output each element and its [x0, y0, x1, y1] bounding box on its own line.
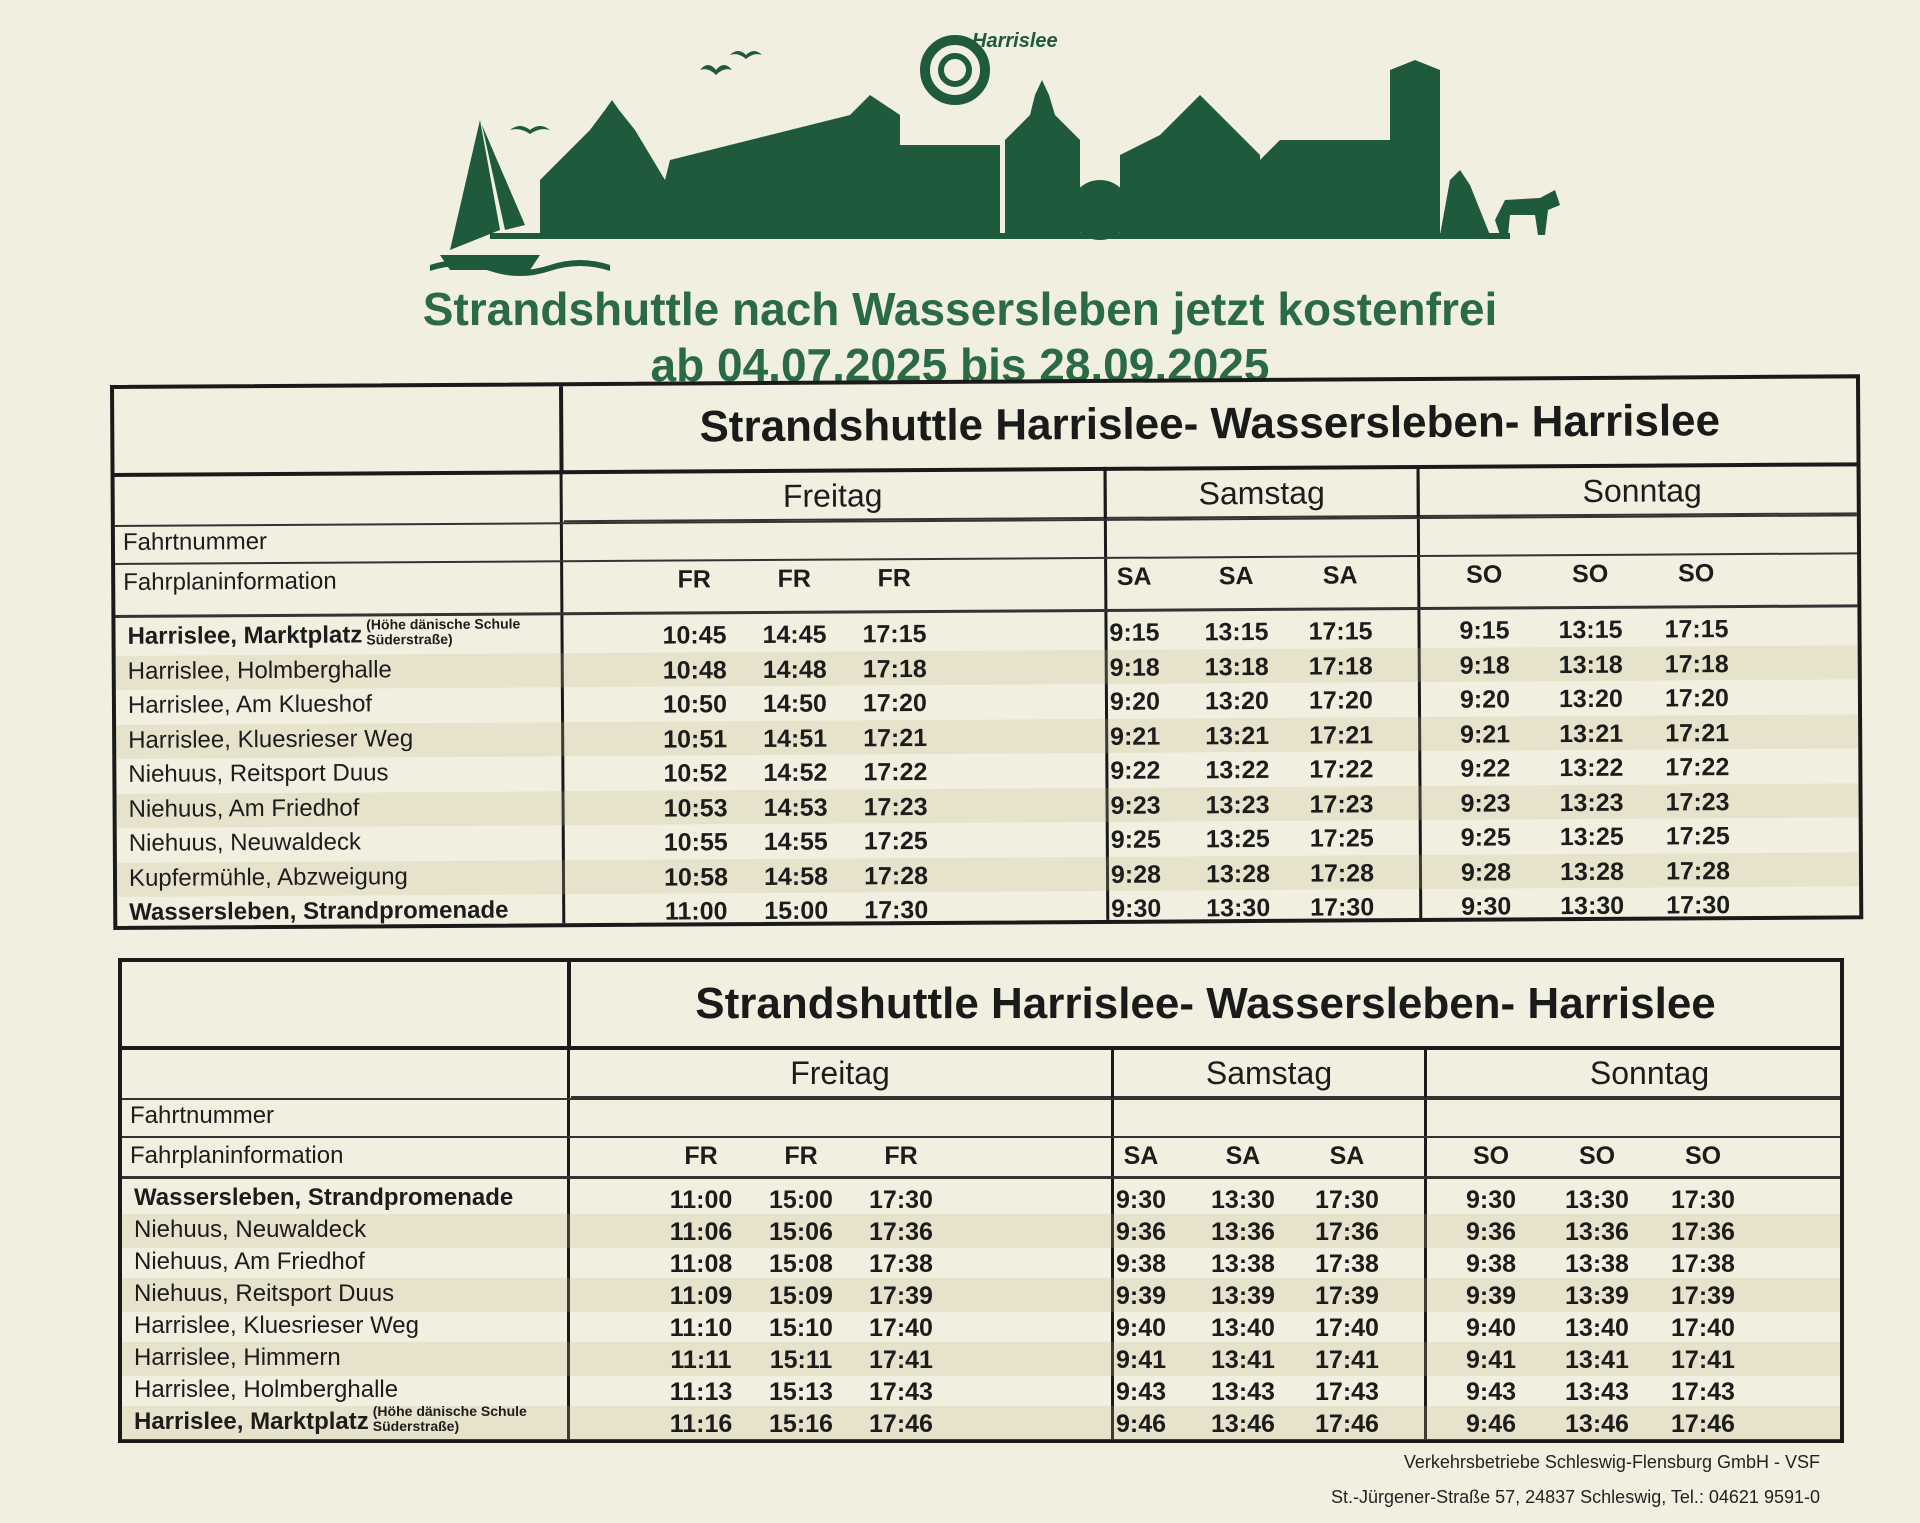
departure-time: 9:25: [1460, 823, 1511, 852]
departure-time: 17:18: [862, 654, 927, 683]
departure-time: 17:28: [1665, 856, 1731, 886]
departure-time: 17:21: [1309, 720, 1374, 750]
stop-name: Niehuus, Am Friedhof: [128, 793, 360, 823]
stop-row: [122, 1310, 1840, 1344]
departure-time: 17:30: [1315, 1186, 1379, 1214]
stop-row: [122, 1342, 1840, 1376]
departure-time: 17:38: [1671, 1250, 1735, 1278]
departure-time: 9:21: [1460, 719, 1511, 749]
departure-time: 13:40: [1565, 1314, 1629, 1342]
stop-name-cell: [134, 1184, 513, 1212]
fahrplan-code: SO: [1472, 1142, 1510, 1170]
departure-time: 17:36: [869, 1218, 933, 1246]
departure-time: 11:16: [669, 1410, 733, 1438]
day-header-0: Freitag: [782, 476, 883, 514]
departure-time: 17:46: [1315, 1410, 1379, 1438]
departure-time: 9:23: [1110, 791, 1161, 820]
stop-name: Niehuus, Reitsport Duus: [134, 1280, 395, 1307]
departure-time: 9:46: [1465, 1410, 1517, 1438]
day-header-0: Freitag: [790, 1054, 890, 1091]
stop-name-cell: [127, 615, 556, 653]
bird-icon: [700, 65, 732, 75]
departure-time: 10:52: [663, 759, 728, 788]
departure-time: 15:00: [764, 896, 829, 926]
fahrplan-codes-row: [564, 558, 1857, 600]
departure-time: 13:36: [1211, 1218, 1275, 1246]
departure-time: 17:41: [1671, 1346, 1735, 1374]
departure-time: 17:40: [1315, 1314, 1379, 1342]
departure-time: 9:39: [1465, 1282, 1517, 1310]
departure-time: 9:40: [1115, 1314, 1167, 1342]
departure-time: 14:50: [762, 689, 828, 719]
departure-time: 17:23: [1665, 787, 1730, 817]
departure-time: 17:40: [869, 1314, 933, 1342]
departure-time: 13:38: [1565, 1250, 1629, 1278]
departure-time: 17:39: [1671, 1282, 1735, 1310]
sailboat-icon: [440, 120, 540, 270]
stop-row: [122, 1403, 1840, 1440]
departure-time: 17:30: [1310, 893, 1375, 922]
departure-time: 17:30: [864, 896, 929, 925]
stop-times: [571, 1310, 1840, 1344]
departure-time: 17:28: [863, 861, 929, 890]
departure-time: 17:21: [863, 723, 928, 752]
departure-time: 10:53: [663, 793, 728, 823]
bird-icon: [730, 51, 762, 59]
departure-time: 13:30: [1560, 891, 1625, 921]
stop-name: Harrislee, Marktplatz: [134, 1408, 369, 1435]
headline-line-2: ab 04.07.2025 bis 28.09.2025: [650, 339, 1270, 391]
departure-time: 13:18: [1558, 650, 1623, 679]
departure-time: 9:39: [1115, 1282, 1167, 1310]
departure-time: 17:22: [1665, 753, 1730, 782]
stop-name-cell: [129, 794, 360, 823]
departure-time: 13:15: [1558, 615, 1623, 645]
operator-address: St.-Jürgener-Straße 57, 24837 Schleswig, Tel.: 04621 9591-0: [1331, 1487, 1820, 1507]
day-header-1: Samstag: [1111, 1050, 1424, 1096]
fahrplan-codes-row: [571, 1142, 1840, 1176]
fahrplan-code: FR: [884, 1142, 918, 1170]
departure-time: 9:28: [1460, 857, 1512, 887]
departure-time: 9:15: [1459, 616, 1510, 645]
departure-time: 13:39: [1565, 1282, 1629, 1310]
departure-time: 17:25: [1309, 824, 1374, 853]
departure-time: 11:00: [669, 1186, 733, 1214]
stop-times: [571, 1342, 1840, 1376]
departure-time: 13:46: [1565, 1410, 1629, 1438]
table-title: Strandshuttle Harrislee- Wassersleben- Harrislee: [567, 962, 1840, 1050]
table-title: Strandshuttle Harrislee- Wassersleben- Harrislee: [559, 378, 1857, 474]
stop-name-cell: [134, 1216, 366, 1244]
fahrplan-code: SO: [1684, 1142, 1722, 1170]
departure-time: 9:41: [1465, 1346, 1517, 1374]
departure-time: 15:06: [769, 1218, 833, 1246]
departure-time: 9:15: [1109, 618, 1160, 647]
stop-name-cell: [134, 1312, 419, 1340]
fahrtnummer-label: Fahrtnummer: [122, 528, 268, 556]
departure-time: 13:18: [1204, 652, 1269, 681]
timetable-return: [118, 958, 1844, 1443]
stop-name-cell: [134, 1403, 563, 1438]
headline-line-1: Strandshuttle nach Wassersleben jetzt kostenfrei: [422, 283, 1498, 335]
stop-name: Harrislee, Marktplatz: [127, 621, 363, 650]
fahrplan-code: FR: [684, 1142, 718, 1170]
departure-time: 13:15: [1204, 617, 1269, 647]
departure-time: 17:40: [1671, 1314, 1735, 1342]
departure-time: 10:48: [662, 655, 727, 685]
departure-time: 13:30: [1206, 893, 1271, 923]
fahrplan-code: SO: [1466, 560, 1503, 589]
fahrplan-code: SA: [1225, 1142, 1261, 1170]
departure-time: 10:51: [663, 724, 728, 754]
fahrplan-code: SA: [1123, 1142, 1159, 1170]
departure-time: 9:46: [1115, 1410, 1167, 1438]
departure-time: 13:28: [1205, 859, 1271, 888]
church-icon: [540, 100, 665, 235]
bird-icon: [510, 126, 550, 134]
stop-name: Niehuus, Neuwaldeck: [134, 1216, 367, 1243]
fahrplan-code: FR: [877, 564, 911, 593]
departure-time: 13:20: [1558, 684, 1623, 714]
departure-time: 9:43: [1465, 1378, 1517, 1406]
fahrplan-code: FR: [677, 565, 711, 594]
departure-time: 17:18: [1664, 649, 1729, 679]
departure-time: 13:22: [1205, 755, 1270, 785]
fahrtnummer-label: Fahrtnummer: [130, 1102, 275, 1129]
departure-time: 15:00: [769, 1186, 833, 1214]
stop-times: [571, 1374, 1840, 1408]
departure-time: 13:38: [1211, 1250, 1275, 1278]
empty-header-cell: [114, 386, 560, 477]
departure-time: 14:45: [762, 620, 827, 650]
stop-name-cell: [128, 759, 388, 789]
stop-name: Harrislee, Himmern: [134, 1344, 341, 1371]
departure-time: 14:51: [763, 724, 828, 753]
departure-time: 11:08: [669, 1250, 733, 1278]
departure-time: 11:00: [664, 897, 728, 926]
stop-name: Harrislee, Kluesrieser Weg: [128, 724, 414, 754]
departure-time: 15:16: [769, 1410, 833, 1438]
stop-name: Harrislee, Am Klueshof: [127, 690, 373, 719]
departure-time: 17:22: [863, 758, 928, 787]
departure-time: 17:36: [1315, 1218, 1379, 1246]
departure-time: 13:22: [1559, 753, 1624, 783]
departure-time: 13:43: [1565, 1378, 1629, 1406]
departure-time: 17:25: [1665, 822, 1730, 851]
day-header-2: Sonntag: [1417, 466, 1865, 515]
stop-name: Niehuus, Reitsport Duus: [128, 759, 389, 788]
fahrplan-code: SO: [1572, 559, 1609, 589]
stop-name: Harrislee, Kluesrieser Weg: [134, 1312, 419, 1339]
departure-time: 9:40: [1465, 1314, 1517, 1342]
departure-time: 17:22: [1309, 755, 1374, 784]
stop-name-cell: [129, 828, 361, 857]
departure-time: 10:55: [663, 828, 728, 857]
stop-name-cell: [128, 690, 372, 719]
stop-note: (Höhe dänische Schule Süderstraße): [372, 1403, 527, 1434]
departure-time: 14:48: [762, 655, 827, 684]
fahrplan-code: SA: [1322, 561, 1358, 590]
harrislee-skyline-illustration: [430, 20, 1580, 280]
departure-time: 17:25: [863, 827, 928, 856]
departure-time: 17:36: [1671, 1218, 1735, 1246]
departure-time: 10:45: [662, 621, 727, 650]
departure-time: 11:11: [670, 1346, 732, 1374]
departure-time: 9:21: [1110, 722, 1161, 751]
departure-time: 9:25: [1110, 825, 1161, 854]
goat-icon: [1495, 190, 1560, 235]
fahrplan-code: SO: [1578, 1142, 1616, 1170]
stop-times: [571, 1246, 1840, 1280]
day-header-row: [571, 1050, 1840, 1098]
departure-time: 13:46: [1211, 1410, 1275, 1438]
departure-time: 17:30: [1671, 1186, 1735, 1214]
day-header-row: [564, 466, 1857, 522]
fahrplan-code: SA: [1218, 562, 1254, 591]
fahrplan-code: FR: [784, 1142, 818, 1170]
departure-time: 13:30: [1211, 1186, 1275, 1214]
empty-header-cell: [122, 962, 567, 1050]
stop-times: [571, 1278, 1840, 1312]
stop-name-cell: [129, 897, 508, 927]
departure-time: 15:10: [769, 1314, 833, 1342]
departure-time: 11:06: [669, 1218, 733, 1246]
departure-time: 15:08: [769, 1250, 833, 1278]
departure-time: 13:21: [1205, 721, 1270, 750]
departure-time: 9:22: [1110, 756, 1161, 785]
departure-time: 17:15: [1664, 615, 1729, 644]
stop-row: [122, 1182, 1840, 1216]
stop-name-cell: [128, 725, 413, 755]
departure-time: 17:46: [1671, 1410, 1735, 1438]
departure-time: 13:41: [1211, 1346, 1275, 1374]
departure-time: 9:18: [1459, 650, 1510, 680]
departure-time: 17:30: [1666, 891, 1731, 920]
departure-time: 14:55: [763, 827, 828, 857]
stop-times: [566, 886, 1859, 928]
stop-name-cell: [134, 1248, 365, 1276]
departure-time: 9:20: [1459, 685, 1511, 714]
departure-time: 17:43: [869, 1378, 933, 1406]
departure-time: 17:23: [1309, 789, 1374, 819]
departure-time: 17:46: [869, 1410, 933, 1438]
departure-time: 9:22: [1460, 754, 1511, 783]
departure-time: 17:20: [1308, 686, 1374, 715]
departure-time: 13:23: [1559, 788, 1624, 817]
departure-time: 13:40: [1211, 1314, 1275, 1342]
departure-time: 14:58: [763, 862, 829, 891]
stop-name: Wassersleben, Strandpromenade: [134, 1184, 514, 1211]
stop-name-cell: [134, 1280, 394, 1308]
stop-name: Niehuus, Neuwaldeck: [128, 828, 362, 857]
fahrplan-code: FR: [777, 564, 811, 593]
fahrplan-code: SA: [1329, 1142, 1365, 1170]
departure-time: 13:36: [1565, 1218, 1629, 1246]
departure-time: 17:20: [862, 689, 928, 718]
departure-time: 15:09: [769, 1282, 833, 1310]
departure-time: 17:38: [1315, 1250, 1379, 1278]
row-divider: [122, 1136, 1840, 1138]
stop-name: Wassersleben, Strandpromenade: [129, 896, 509, 926]
departure-time: 17:20: [1664, 684, 1729, 713]
stop-name: Harrislee, Holmberghalle: [134, 1376, 399, 1403]
departure-time: 11:10: [669, 1314, 733, 1342]
departure-time: 14:53: [763, 793, 828, 822]
stop-row: [122, 1214, 1840, 1248]
departure-time: 9:28: [1110, 860, 1162, 889]
stop-name-cell: [129, 863, 408, 893]
departure-time: 15:13: [769, 1378, 833, 1406]
stop-name-cell: [134, 1344, 341, 1372]
departure-time: 14:52: [763, 758, 828, 788]
departure-time: 9:36: [1115, 1218, 1167, 1246]
departure-time: 13:30: [1565, 1186, 1629, 1214]
departure-time: 15:11: [769, 1346, 833, 1374]
departure-time: 9:36: [1465, 1218, 1517, 1246]
departure-time: 9:41: [1115, 1346, 1167, 1374]
timetable-outbound: [110, 374, 1863, 930]
departure-time: 17:41: [1315, 1346, 1379, 1374]
departure-time: 9:18: [1109, 653, 1160, 682]
departure-time: 9:30: [1461, 892, 1512, 921]
logo-wordmark: Harrislee: [972, 30, 1058, 52]
departure-time: 13:41: [1565, 1346, 1629, 1374]
stop-note: (Höhe dänische Schule Süderstraße): [366, 615, 521, 648]
departure-time: 17:15: [862, 620, 927, 649]
departure-time: 17:39: [869, 1282, 933, 1310]
header-bottom-divider: [122, 1176, 1840, 1179]
departure-time: 17:30: [869, 1186, 933, 1214]
departure-time: 17:43: [1671, 1378, 1735, 1406]
stop-name-cell: [134, 1376, 398, 1404]
departure-time: 13:23: [1205, 790, 1270, 819]
fahrplan-code: SA: [1116, 562, 1152, 591]
departure-time: 17:18: [1308, 651, 1373, 681]
departure-time: 10:50: [662, 690, 728, 719]
departure-time: 17:41: [869, 1346, 933, 1374]
departure-time: 17:39: [1315, 1282, 1379, 1310]
departure-time: 17:23: [863, 792, 928, 821]
departure-time: 13:39: [1211, 1282, 1275, 1310]
stop-times: [571, 1214, 1840, 1248]
stop-row: [122, 1246, 1840, 1280]
row-divider: [122, 1098, 1840, 1100]
fahrplaninfo-label: Fahrplaninformation: [130, 1142, 344, 1169]
departure-time: 17:43: [1315, 1378, 1379, 1406]
departure-time: 9:38: [1115, 1250, 1167, 1278]
departure-time: 13:21: [1559, 719, 1624, 748]
departure-time: 13:28: [1559, 857, 1625, 886]
departure-time: 9:43: [1115, 1378, 1167, 1406]
departure-time: 10:58: [663, 862, 729, 892]
stop-name-cell: [128, 656, 392, 686]
departure-time: 17:38: [869, 1250, 933, 1278]
departure-time: 11:09: [669, 1282, 733, 1310]
departure-time: 13:25: [1559, 822, 1624, 852]
departure-time: 17:21: [1665, 718, 1730, 748]
departure-time: 9:30: [1115, 1186, 1167, 1214]
day-header-1: Samstag: [1104, 469, 1417, 517]
stop-times: [571, 1182, 1840, 1216]
stop-name: Kupfermühle, Abzweigung: [128, 862, 408, 892]
departure-time: 9:38: [1465, 1250, 1517, 1278]
stop-row: [122, 1278, 1840, 1312]
departure-time: 9:30: [1111, 894, 1162, 923]
departure-time: 17:15: [1308, 617, 1373, 646]
departure-time: 11:13: [669, 1378, 733, 1406]
departure-time: 13:20: [1204, 686, 1270, 716]
stop-times: [571, 1406, 1840, 1440]
fahrplaninfo-label: Fahrplaninformation: [123, 567, 337, 596]
departure-time: 9:30: [1465, 1186, 1517, 1214]
departure-time: 9:20: [1109, 687, 1161, 716]
departure-time: 13:43: [1211, 1378, 1275, 1406]
fahrplan-code: SO: [1678, 559, 1715, 588]
departure-time: 17:28: [1309, 858, 1375, 888]
day-header-2: Sonntag: [1424, 1050, 1872, 1096]
operator-name: Verkehrsbetriebe Schleswig-Flensburg GmbH - VSF: [1403, 1452, 1820, 1472]
departure-time: 9:23: [1460, 788, 1511, 818]
stop-name: Niehuus, Am Friedhof: [134, 1248, 365, 1275]
stop-name: Harrislee, Holmberghalle: [127, 655, 392, 685]
departure-time: 13:25: [1205, 824, 1270, 854]
